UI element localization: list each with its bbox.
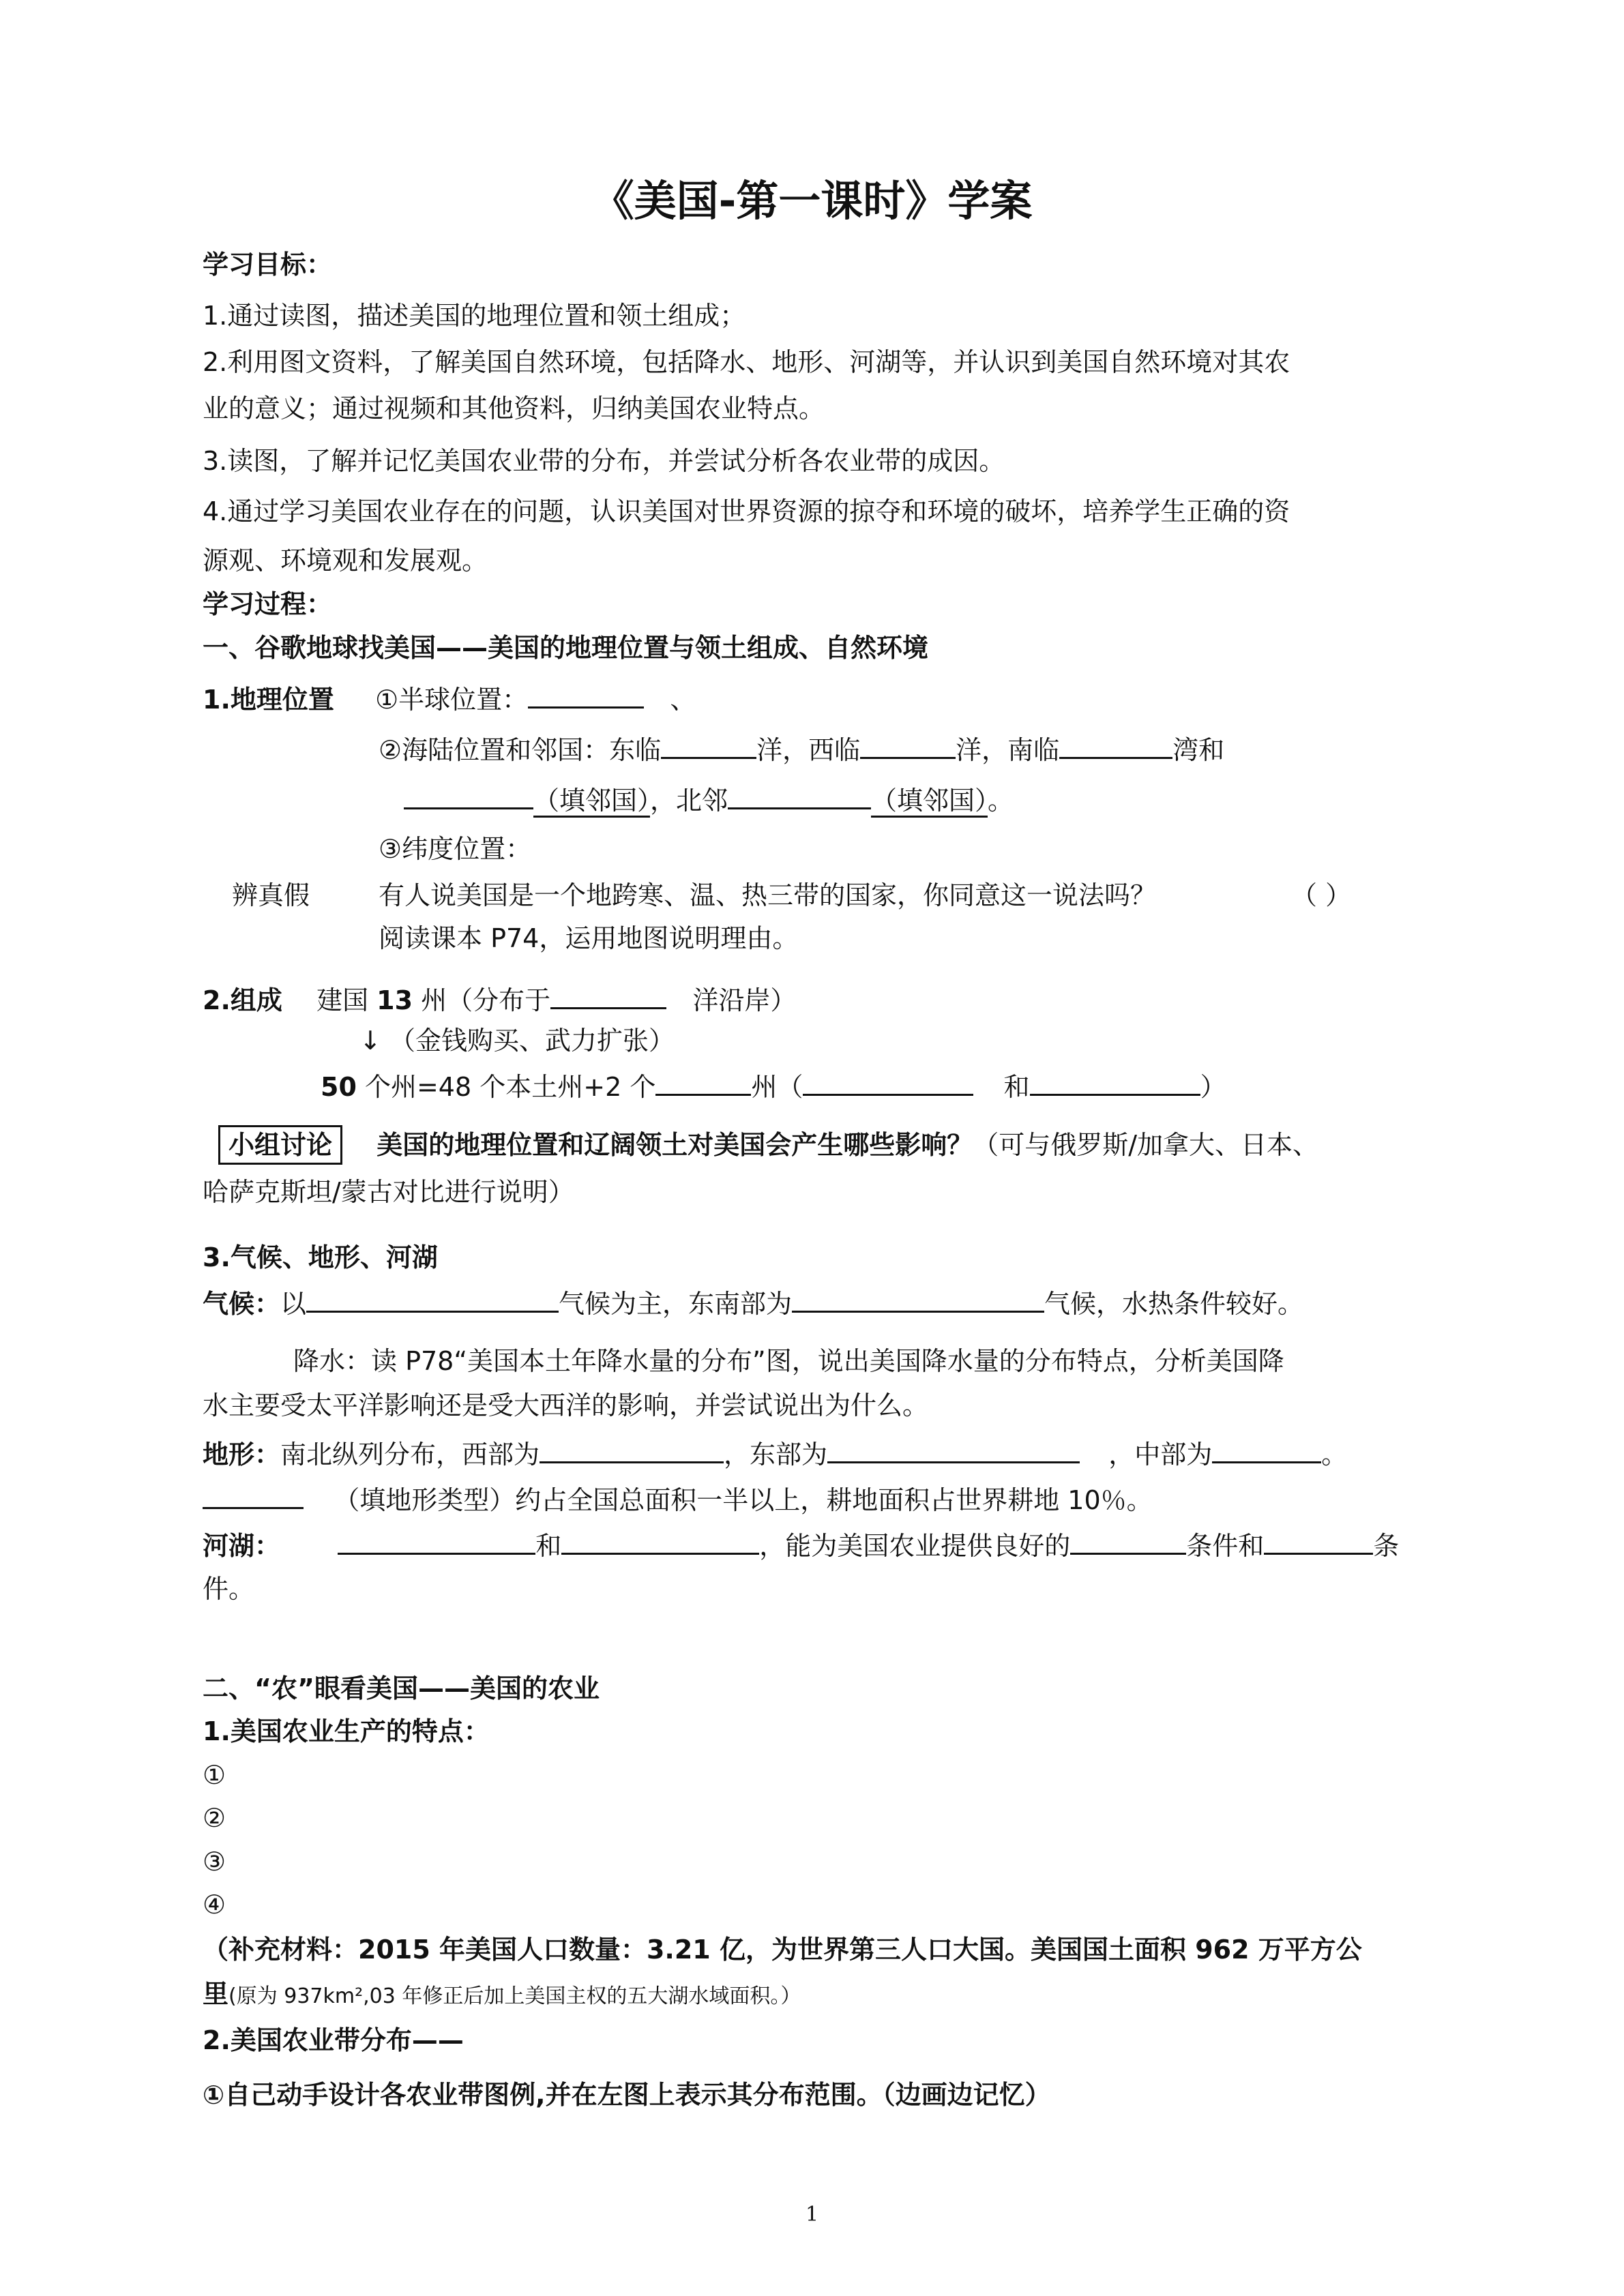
objective-line: 2.利用图文资料，了解美国自然环境，包括降水、地形、河湖等，并认识到美国自然环境对其农 (203, 347, 1290, 377)
objective-line: 源观、环境观和发展观。 (203, 546, 488, 576)
objective-line: 4.通过学习美国农业存在的问题，认识美国对世界资源的掠夺和环境的破坏，培养学生正确的资 (203, 496, 1290, 526)
objective-line: 业的意义；通过视频和其他资料，归纳美国农业特点。 (203, 393, 825, 423)
composition-label: 2.组成 (203, 985, 282, 1015)
east-terrain-blank[interactable] (827, 1434, 1080, 1463)
neighbor-hint: （填邻国） (533, 786, 650, 818)
climate-row (203, 1283, 1303, 1322)
location-label: 1.地理位置 (203, 685, 334, 715)
section1-heading: 一、谷歌地球找美国——美国的地理位置与领土组成、自然环境 (203, 633, 929, 663)
states-50: 50 (321, 1072, 357, 1102)
section2-heading: 二、“农”眼看美国——美国的农业 (203, 1673, 600, 1703)
rivers-text: 和 (535, 1531, 562, 1561)
rivers-text: 条件和 (1186, 1531, 1265, 1561)
expansion-row (359, 1023, 675, 1058)
hemisphere-label: ①半球位置： (375, 685, 529, 715)
climate-label: 气候： (203, 1289, 281, 1319)
southeast-climate-blank[interactable] (792, 1283, 1044, 1313)
original-states-ocean-blank[interactable] (550, 980, 666, 1009)
composition-text: 建国 (316, 985, 377, 1015)
terrain-label: 地形： (203, 1440, 281, 1470)
states-text: ） (1200, 1072, 1226, 1102)
expansion-note: （金钱购买、武力扩张） (389, 1026, 675, 1056)
lake-blank[interactable] (561, 1525, 759, 1555)
features-heading: 1.美国农业生产的特点： (203, 1716, 490, 1746)
feature-marker: ② (203, 1803, 226, 1833)
discussion-note: （可与俄罗斯/加拿大、日本、 (973, 1130, 1319, 1160)
climate-text: 气候，水热条件较好。 (1044, 1289, 1304, 1319)
nature-heading: 3.气候、地形、河湖 (203, 1242, 438, 1272)
discussion-note-2: 哈萨克斯坦/蒙古对比进行说明） (203, 1177, 574, 1207)
states-text: 州（ (751, 1072, 803, 1102)
rivers-row (203, 1525, 1399, 1564)
sea-land-text: 洋，西临 (756, 735, 861, 765)
composition-row (203, 980, 796, 1018)
location-row (203, 679, 696, 717)
precipitation-line: 水主要受太平洋影响还是受大西洋的影响，并尝试说出为什么。 (203, 1390, 929, 1420)
judge-question: 有人说美国是一个地跨寒、温、热三带的国家，你同意这一说法吗？ (379, 880, 1157, 910)
composition-text: 洋沿岸） (692, 985, 797, 1015)
discussion-box: 小组讨论 (218, 1125, 342, 1165)
process-heading: 学习过程： (203, 589, 333, 619)
rivers-text: 条 (1373, 1531, 1400, 1561)
rivers-tail: 件。 (203, 1574, 255, 1604)
judge-note: 阅读课本 P74，运用地图说明理由。 (379, 923, 799, 953)
sea-land-row (379, 730, 1224, 768)
objective-line: 3.读图，了解并记忆美国农业带的分布，并尝试分析各农业带的成因。 (203, 446, 1005, 476)
west-ocean-blank[interactable] (860, 730, 956, 759)
non-contiguous-blank[interactable] (655, 1067, 751, 1096)
terrain-text: 。 (1321, 1440, 1348, 1470)
states-text: 和 (1003, 1072, 1030, 1102)
condition-blank[interactable] (1070, 1525, 1186, 1555)
supplement-note: (原为 937km²,03 年修正后加上美国主权的五大湖水域面积。） (228, 1984, 801, 2008)
composition-13: 13 (377, 985, 413, 1015)
terrain-type-blank[interactable] (203, 1480, 304, 1509)
east-ocean-blank[interactable] (661, 730, 756, 759)
composition-text: 州（分布于 (413, 985, 551, 1015)
climate-text: 以 (280, 1289, 307, 1319)
state-name-blank[interactable] (803, 1067, 973, 1096)
objectives-heading: 学习目标： (203, 250, 333, 280)
terrain-text: （填地形类型）约占全国总面积一半以上，耕地面积占世界耕地 10％。 (334, 1485, 1153, 1515)
hemisphere-tail: 、 (670, 685, 696, 715)
sea-land-text: ②海陆位置和邻国：东临 (379, 735, 662, 765)
latitude-label: ③纬度位置： (379, 834, 532, 864)
belt-heading: 2.美国农业带分布—— (203, 2025, 464, 2055)
south-gulf-blank[interactable] (1059, 730, 1172, 759)
central-terrain-blank[interactable] (1212, 1434, 1321, 1463)
north-neighbor-blank[interactable] (728, 780, 871, 809)
feature-marker: ④ (203, 1890, 226, 1920)
sea-land-text: 湾和 (1172, 735, 1225, 765)
state-name-blank[interactable] (1030, 1067, 1200, 1096)
belt-task: ①自己动手设计各农业带图例,并在左图上表示其分布范围。（边画边记忆） (203, 2080, 1051, 2110)
hemisphere-blank[interactable] (528, 679, 644, 709)
south-neighbor-blank[interactable] (404, 780, 533, 809)
neighbor-hint: （填邻国） (871, 786, 988, 818)
terrain-row-2 (203, 1480, 1153, 1518)
feature-marker: ③ (203, 1847, 226, 1877)
sea-land-text: 洋，南临 (956, 735, 1060, 765)
rivers-label: 河湖： (203, 1531, 281, 1561)
west-terrain-blank[interactable] (540, 1434, 724, 1463)
states-text: 个州=48 个本土州+2 个 (356, 1072, 656, 1102)
condition-blank[interactable] (1264, 1525, 1373, 1555)
terrain-text: ，东部为 (724, 1440, 828, 1470)
feature-marker: ① (203, 1760, 226, 1790)
objective-line: 1.通过读图，描述美国的地理位置和领土组成； (203, 301, 746, 331)
terrain-row (203, 1434, 1347, 1472)
judge-answer-paren[interactable]: （ ） (1291, 880, 1352, 910)
neighbors-text: 。 (988, 786, 1014, 816)
river-blank[interactable] (338, 1525, 535, 1555)
supplement-line: （补充材料：2015 年美国人口数量：3.21 亿，为世界第三人口大国。美国国土面积 962 万平方公 (203, 1935, 1362, 1965)
rivers-text: ，能为美国农业提供良好的 (759, 1531, 1071, 1561)
judge-label: 辨真假 (232, 880, 310, 910)
climate-text: 气候为主，东南部为 (559, 1289, 793, 1319)
discussion-question: 美国的地理位置和辽阔领土对美国会产生哪些影响？ (377, 1130, 973, 1160)
main-climate-blank[interactable] (306, 1283, 559, 1313)
discussion-row (218, 1125, 1318, 1165)
states-row (321, 1067, 1226, 1105)
neighbors-row (404, 780, 1014, 818)
page-number: 1 (805, 2203, 819, 2226)
supplement-line-2 (203, 1976, 801, 2014)
terrain-text: 南北纵列分布，西部为 (280, 1440, 540, 1470)
down-arrow-icon: ↓ (359, 1026, 381, 1056)
supplement-text: 里 (203, 1979, 229, 2009)
neighbors-text: ，北邻 (650, 786, 728, 816)
page-title: 《美国-第一课时》学案 (591, 176, 1033, 226)
terrain-text: ，中部为 (1108, 1440, 1213, 1470)
precipitation-line: 降水：读 P78“美国本土年降水量的分布”图，说出美国降水量的分布特点，分析美国降 (293, 1346, 1284, 1376)
